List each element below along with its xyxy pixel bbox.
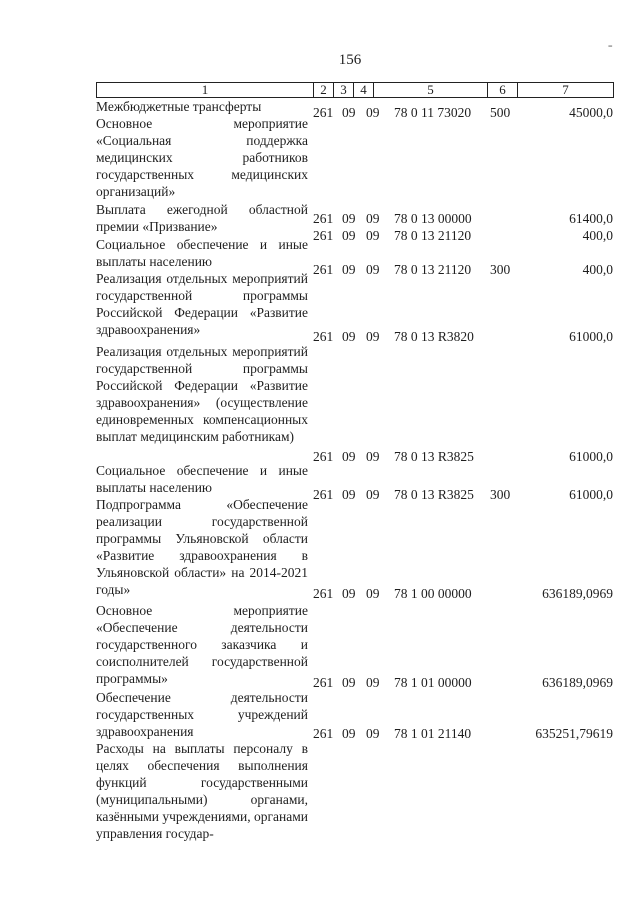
row-adm-code: 261	[313, 726, 334, 741]
row-amount: 61400,0	[569, 211, 613, 226]
row-subsection: 09	[366, 329, 380, 344]
row-section: 09	[342, 586, 356, 601]
row-target-code: 78 1 01 00000	[394, 675, 472, 690]
row-adm-code: 261	[313, 329, 334, 344]
row-target-code: 78 0 13 21120	[394, 228, 472, 243]
row-amount: 45000,0	[569, 105, 613, 120]
row-name: Подпрограмма «Обеспечение реализации государственной программы Ульяновской области «Развитие здравоохранения в Ульяновской области» на 2014-2021 годы»	[96, 497, 308, 597]
table-header	[96, 82, 614, 98]
row-expense-type: 300	[490, 487, 511, 502]
row-adm-code: 261	[313, 228, 334, 243]
row-section: 09	[342, 105, 356, 120]
header-col-2: 2	[313, 83, 333, 97]
row-expense-type: 300	[490, 262, 511, 277]
row-subsection: 09	[366, 211, 380, 226]
row-section: 09	[342, 262, 356, 277]
row-name: Расходы на выплаты персоналу в целях обеспечения выполнения функций государственными (муниципальными) органами, казёнными учреждениями, органами управления государ-	[96, 741, 308, 841]
row-target-code: 78 1 01 21140	[394, 726, 472, 741]
row-subsection: 09	[366, 675, 380, 690]
row-amount: 400,0	[582, 228, 613, 243]
row-target-code: 78 1 00 00000	[394, 586, 472, 601]
row-subsection: 09	[366, 228, 380, 243]
row-target-code: 78 0 13 R3820	[394, 329, 474, 344]
row-amount: 636189,0969	[542, 586, 613, 601]
header-col-3: 3	[333, 83, 353, 97]
header-col-4: 4	[353, 83, 373, 97]
row-name: Межбюджетные трансферты	[96, 99, 262, 114]
row-adm-code: 261	[313, 211, 334, 226]
row-section: 09	[342, 211, 356, 226]
row-adm-code: 261	[313, 262, 334, 277]
row-subsection: 09	[366, 487, 380, 502]
row-subsection: 09	[366, 449, 380, 464]
row-name: Реализация отдельных мероприятий государственной программы Российской Федерации «Развитие здравоохранения»	[96, 271, 308, 337]
row-name: Основное мероприятие «Социальная поддержка медицинских работников государственных медицинских организаций»	[96, 116, 308, 199]
header-col-6: 6	[487, 83, 517, 97]
corner-mark: =	[608, 42, 613, 51]
row-expense-type: 500	[490, 105, 511, 120]
row-name: Обеспечение деятельности государственных учреждений здравоохранения	[96, 690, 308, 739]
row-name: Социальное обеспечение и иные выплаты населению	[96, 463, 308, 495]
row-section: 09	[342, 449, 356, 464]
row-target-code: 78 0 13 21120	[394, 262, 472, 277]
row-target-code: 78 0 13 00000	[394, 211, 472, 226]
row-target-code: 78 0 13 R3825	[394, 487, 474, 502]
row-subsection: 09	[366, 586, 380, 601]
row-section: 09	[342, 487, 356, 502]
row-amount: 636189,0969	[542, 675, 613, 690]
row-section: 09	[342, 228, 356, 243]
row-name: Основное мероприятие «Обеспечение деятельности государственного заказчика и соисполнителей государственной программы»	[96, 603, 308, 686]
page-number: 156	[338, 52, 362, 68]
row-subsection: 09	[366, 726, 380, 741]
row-subsection: 09	[366, 262, 380, 277]
row-subsection: 09	[366, 105, 380, 120]
row-section: 09	[342, 726, 356, 741]
row-amount: 61000,0	[569, 487, 613, 502]
row-adm-code: 261	[313, 675, 334, 690]
row-amount: 635251,79619	[535, 726, 613, 741]
row-name: Выплата ежегодной областной премии «Призвание»	[96, 202, 308, 234]
row-section: 09	[342, 329, 356, 344]
row-adm-code: 261	[313, 487, 334, 502]
row-adm-code: 261	[313, 449, 334, 464]
row-amount: 400,0	[582, 262, 613, 277]
row-target-code: 78 0 13 R3825	[394, 449, 474, 464]
row-adm-code: 261	[313, 586, 334, 601]
row-name: Социальное обеспечение и иные выплаты населению	[96, 237, 308, 269]
row-name: Реализация отдельных мероприятий государственной программы Российской Федерации «Развитие здравоохранения» (осуществление единовременных компенсационных выплат медицинским работникам)	[96, 344, 308, 444]
row-section: 09	[342, 675, 356, 690]
row-adm-code: 261	[313, 105, 334, 120]
row-amount: 61000,0	[569, 449, 613, 464]
header-col-7: 7	[517, 83, 613, 97]
row-amount: 61000,0	[569, 329, 613, 344]
header-col-5: 5	[373, 83, 487, 97]
row-target-code: 78 0 11 73020	[394, 105, 472, 120]
header-col-1: 1	[201, 82, 209, 97]
